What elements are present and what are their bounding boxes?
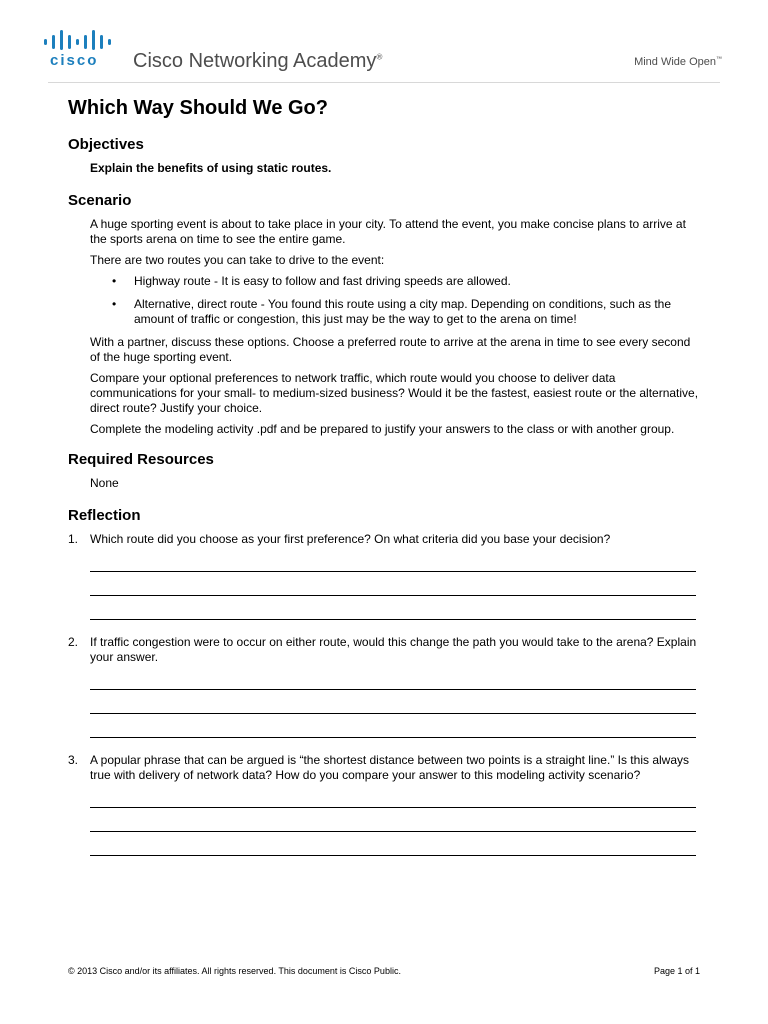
reflection-question — [68, 753, 700, 856]
scenario-paragraph: A huge sporting event is about to take place in your city. To attend the event, you make concise plans to arrive at the sports arena on time to see the entire game. — [90, 217, 686, 246]
route-list — [90, 274, 700, 327]
scenario-paragraph: There are two routes you can take to drive to the event: — [90, 253, 385, 267]
list-item: • Alternative, direct route - You found this route using a city map. Depending on conditions, such as the amount of traffic or congestion, this just may be the way to get to the arena on time! — [112, 297, 671, 326]
objectives-heading: Objectives — [68, 136, 144, 153]
scenario-body — [90, 217, 700, 268]
cisco-wordmark: cisco — [50, 52, 99, 69]
answer-line[interactable] — [90, 831, 696, 832]
scenario-paragraph: With a partner, discuss these options. Choose a preferred route to arrive at the arena in time to see every second of the huge sporting event. — [90, 335, 691, 364]
resources-text: None — [90, 476, 119, 490]
document-body — [68, 97, 700, 879]
scenario-body-continued — [90, 335, 700, 437]
answer-line[interactable] — [90, 571, 696, 572]
reflection-question — [68, 532, 700, 620]
page-header — [0, 0, 768, 90]
copyright-text: © 2013 Cisco and/or its affiliates. All rights reserved. This document is Cisco Public. — [68, 966, 401, 976]
answer-area[interactable] — [68, 671, 700, 738]
question-text: 1. Which route did you choose as your first preference? On what criteria did you base your decision? — [68, 532, 611, 546]
resources-heading: Required Resources — [68, 451, 214, 468]
cisco-logo-icon — [44, 30, 112, 50]
question-text: 3. A popular phrase that can be argued is “the shortest distance between two points is a straight line.” Is this always true with delivery of network data? How do you compare your answer to this modeling activity scenario? — [68, 753, 689, 782]
answer-line[interactable] — [90, 713, 696, 714]
list-item: • Highway route - It is easy to follow and fast driving speeds are allowed. — [112, 274, 511, 288]
reflection-heading: Reflection — [68, 507, 141, 524]
answer-line[interactable] — [90, 689, 696, 690]
scenario-heading: Scenario — [68, 192, 132, 209]
answer-line[interactable] — [90, 855, 696, 856]
question-text: 2. If traffic congestion were to occur on either route, would this change the path you would take to the arena? Explain your answer. — [68, 635, 697, 664]
tagline: Mind Wide Open™ — [634, 56, 722, 68]
page-title: Which Way Should We Go? — [68, 97, 328, 119]
answer-area[interactable] — [68, 553, 700, 620]
answer-line[interactable] — [90, 619, 696, 620]
scenario-paragraph: Compare your optional preferences to network traffic, which route would you choose to deliver data communications for your small- to medium-sized business? Would it be the fastest, easiest route or the alternative, direct route? Justify your choice. — [90, 371, 699, 415]
academy-name: Cisco Networking Academy® — [133, 50, 383, 72]
answer-line[interactable] — [90, 807, 696, 808]
scenario-paragraph: Complete the modeling activity .pdf and be prepared to justify your answers to the class or with another group. — [90, 422, 675, 436]
page-number: Page 1 of 1 — [653, 966, 700, 976]
answer-line[interactable] — [90, 595, 696, 596]
answer-area[interactable] — [68, 789, 700, 856]
reflection-question — [68, 635, 700, 738]
objectives-text: Explain the benefits of using static routes. — [90, 161, 332, 175]
header-divider — [48, 82, 720, 83]
answer-line[interactable] — [90, 737, 696, 738]
